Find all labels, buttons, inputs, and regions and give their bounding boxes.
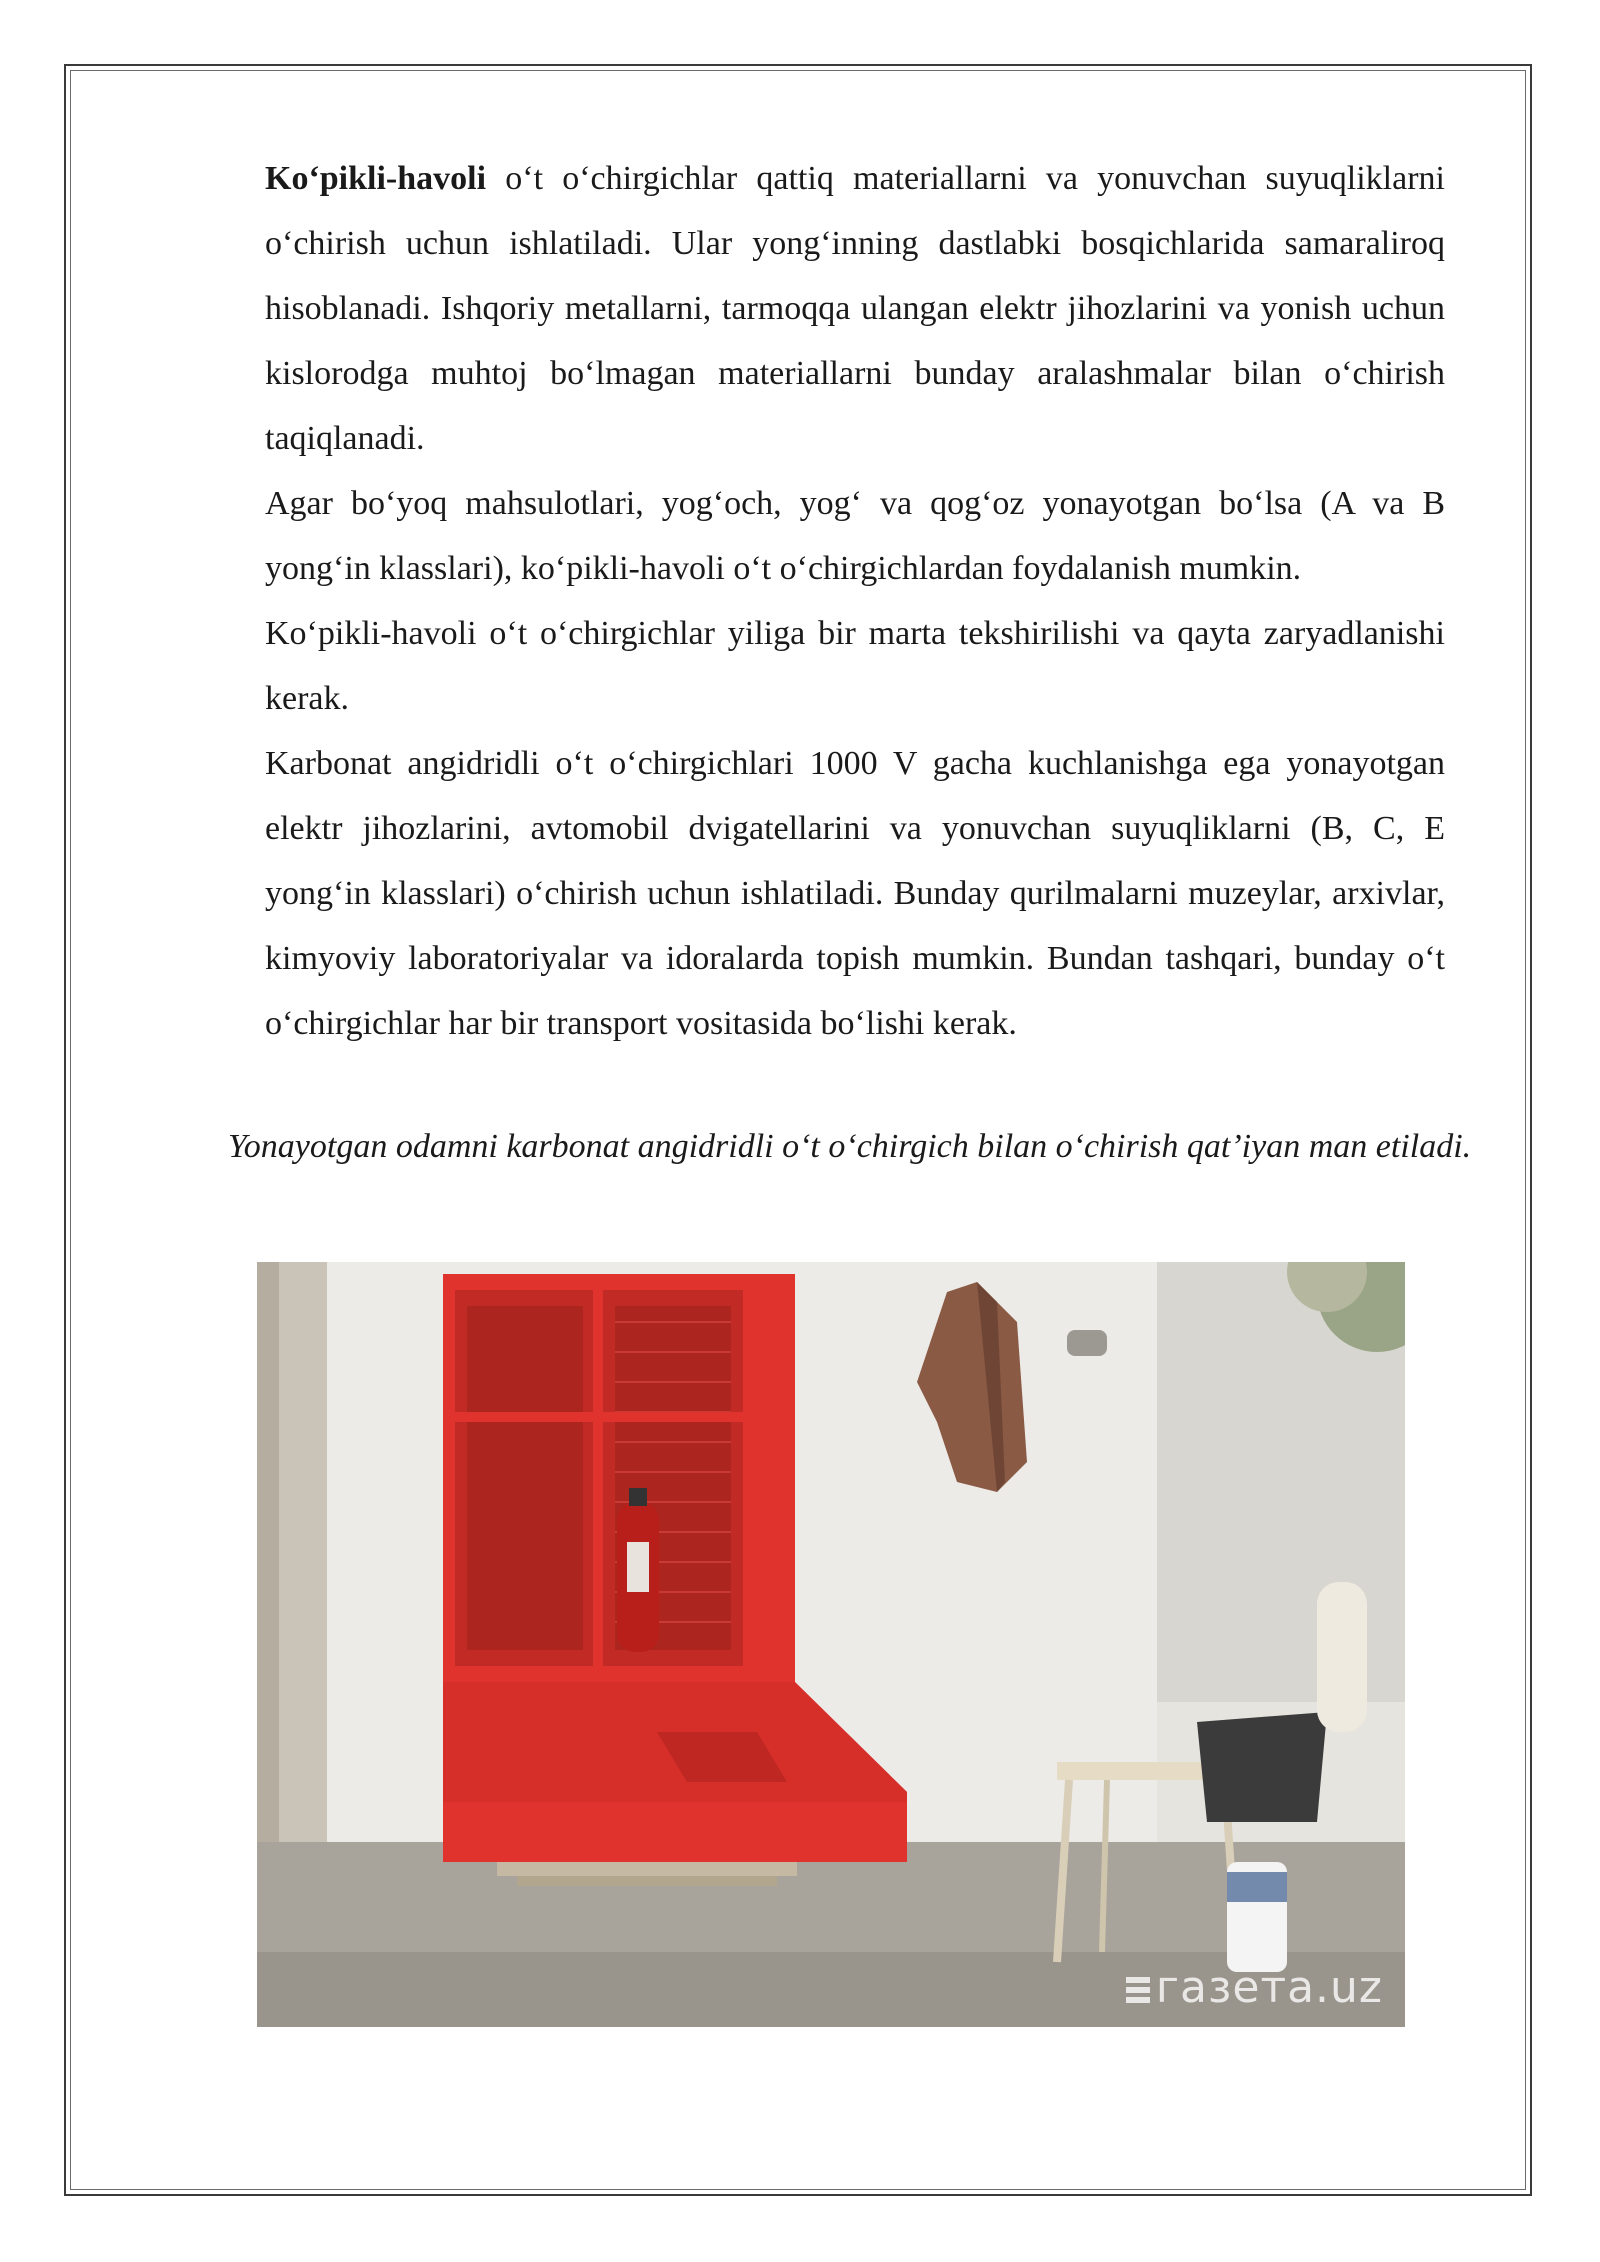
watermark-logo-icon — [1126, 1987, 1150, 1993]
fire-cabinet-photo — [257, 1262, 1405, 2027]
paragraph-inspection: Ko‘pikli-havoli o‘t o‘chirgichlar yiliga bir marta tekshirilishi va qayta zaryadlanishi kerak. — [265, 615, 1445, 717]
warning-note: Yonayotgan odamni karbonat angidridli o‘t o‘chirgich bilan o‘chirish qat’iyan man etiladi. — [228, 1128, 1472, 1165]
paragraph-co2-extinguishers: Karbonat angidridli o‘t o‘chirgichlari 1000 V gacha kuchlanishga ega yonayotgan elektr jihozlarini, avtomobil dvigatellarini va yonuvchan suyuqliklarni (B, C, E yong‘in klasslari) o‘chirish uchun ishlatiladi. Bunday qurilmalarni muzeylar, arxivlar, kimyoviy laboratoriyalar va idoralarda topish mumkin. Bundan tashqari, bunday o‘t o‘chirgichlar har bir transport vositasida bo‘lishi kerak. — [265, 745, 1445, 1042]
paragraph-usage-classes: Agar bo‘yoq mahsulotlari, yog‘och, yog‘ va qog‘oz yonayotgan bo‘lsa (A va B yong‘in klasslari), ko‘pikli-havoli o‘t o‘chirgichlardan foydalanish mumkin. — [265, 485, 1445, 587]
photo-illustration — [257, 1262, 1405, 2027]
paragraph-1-text: o‘t o‘chirgichlar qattiq materiallarni va yonuvchan suyuqliklarni o‘chirish uchun ishlatiladi. Ular yong‘inning dastlabki bosqichlarida samaraliroq hisoblanadi. Ishqoriy metallarni, tarmoqqa ulangan elektr jihozlarini va yonish uchun kislorodga muhtoj bo‘lmagan materiallarni bunday aralashmalar bilan o‘chirish taqiqlanadi. — [265, 160, 1445, 457]
term-foam-air: Ko‘pikli-havoli — [265, 160, 487, 197]
watermark-text: газета.uz — [1155, 1962, 1383, 2013]
body-text — [265, 146, 1445, 1056]
paragraph-foam-extinguishers — [265, 146, 1445, 471]
watermark — [1126, 1962, 1383, 2013]
